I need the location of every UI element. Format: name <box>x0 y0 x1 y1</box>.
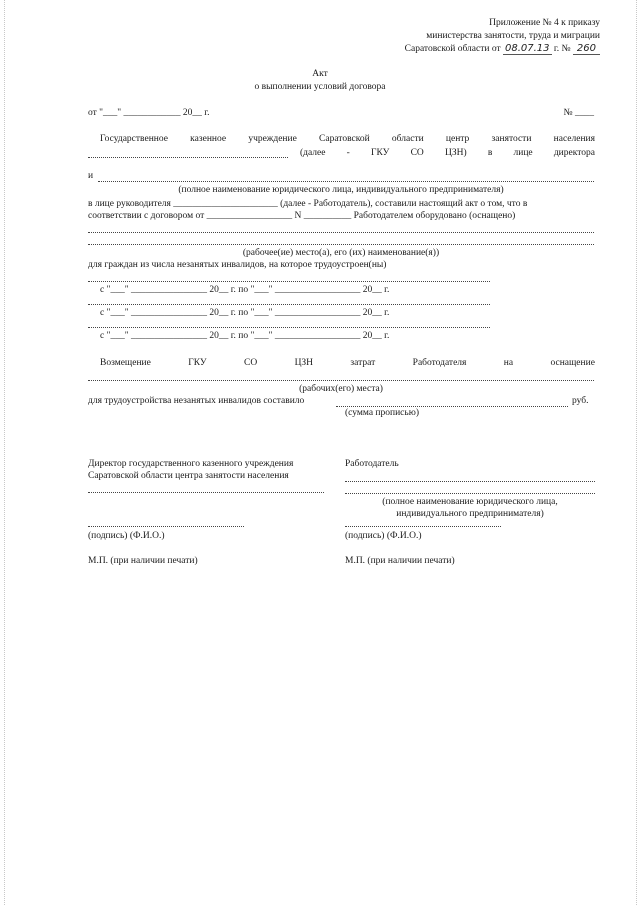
header-line-1: Приложение № 4 к приказу <box>489 18 600 28</box>
note-employer-fullname: (полное наименование юридического лица, индивидуального предпринимателя) <box>178 185 504 195</box>
paragraph-1-and: и <box>88 171 94 181</box>
blank-workplace-3 <box>88 380 594 381</box>
period-3: с "___" ________________ 20__ г. по "___" __________________ 20__ г. <box>100 331 390 341</box>
currency-rub: руб. <box>572 396 589 406</box>
sig-left-line-1: Директор государственного казенного учреждения <box>88 459 294 469</box>
paragraph-1-line-1-word-7: населения <box>553 134 595 144</box>
note-employer-2: индивидуального предпринимателя) <box>396 509 544 519</box>
blank-sig-right-1 <box>345 481 595 482</box>
blank-sig-left-signature <box>88 526 244 527</box>
paragraph-1-line-2-word-4: ЦЗН) <box>444 148 467 158</box>
act-date: от "___" ____________ 20__ г. <box>88 108 210 118</box>
note-workplaces: (рабочих(его) места) <box>299 384 383 394</box>
note-employer-1: (полное наименование юридического лица, <box>382 497 558 507</box>
blank-sig-left-name <box>88 492 324 493</box>
note-amount-words: (сумма прописью) <box>345 408 419 418</box>
sig-left-line-2: Саратовской области центра занятости населения <box>88 471 289 481</box>
paragraph-1-line-1-word-4: области <box>391 134 424 144</box>
paragraph-1-line-1-word-5: центр <box>445 134 470 144</box>
compensation-line-1-word-5: Работодателя <box>412 358 467 368</box>
header-number-label: г. № <box>553 44 571 54</box>
sig-right-employer: Работодатель <box>345 459 399 469</box>
blank-amount <box>336 406 568 407</box>
title-line-2: о выполнении условий договора <box>254 82 386 92</box>
blank-person-3 <box>88 327 490 328</box>
paragraph-1-line-2-word-1: - <box>346 148 350 158</box>
paragraph-1-line-2 <box>300 148 595 159</box>
blank-sig-right-2 <box>345 493 595 494</box>
header-number-handwritten: 260 <box>573 43 600 55</box>
header-line-2: министерства занятости, труда и миграции <box>426 31 600 41</box>
period-1: с "___" ________________ 20__ г. по "___" __________________ 20__ г. <box>100 285 390 295</box>
compensation-line-1-word-7: оснащение <box>550 358 595 368</box>
sig-left-labels: (подпись) (Ф.И.О.) <box>88 531 165 541</box>
sig-right-stamp: М.П. (при наличии печати) <box>345 556 455 566</box>
paragraph-1-line-2-word-3: СО <box>410 148 424 158</box>
paragraph-1-line-1-word-0: Государственное <box>100 134 168 144</box>
paragraph-1-line-2-word-0: (далее <box>300 148 326 158</box>
period-2: с "___" ________________ 20__ г. по "___" __________________ 20__ г. <box>100 308 390 318</box>
compensation-line-1-word-6: на <box>503 358 514 368</box>
scan-edge-right <box>636 0 637 905</box>
title-line-1: Акт <box>312 69 328 79</box>
paragraph-1-line-5: соответствии с договором от __________________ N __________ Работодателем оборудовано (оснащено) <box>88 211 516 221</box>
blank-sig-right-signature <box>345 526 501 527</box>
sig-right-labels: (подпись) (Ф.И.О.) <box>345 531 422 541</box>
sig-left-stamp: М.П. (при наличии печати) <box>88 556 198 566</box>
compensation-line-1-word-2: СО <box>243 358 258 368</box>
header-date-handwritten: 08.07.13 <box>504 43 550 54</box>
note-workplace: (рабочее(ие) место(а), его (их) наименование(я)) <box>242 248 440 258</box>
blank-workplace-1 <box>88 232 594 233</box>
paragraph-1-line-4: в лице руководителя ______________________ (далее - Работодатель), составили настоящий акт о том, что в <box>88 199 528 209</box>
blank-employer-name <box>98 181 594 182</box>
paragraph-1-line-2-word-2: ГКУ <box>371 148 390 158</box>
compensation-line-1-word-3: ЦЗН <box>294 358 314 368</box>
paragraph-1-line-2-word-7: директора <box>553 148 595 158</box>
compensation-line-1-word-0: Возмещение <box>100 358 151 368</box>
paragraph-1-line-1-word-3: Саратовской <box>319 134 370 144</box>
blank-person-1 <box>88 281 490 282</box>
compensation-line-1-word-1: ГКУ <box>188 358 207 368</box>
paragraph-1-line-6: для граждан из числа незанятых инвалидов, на которое трудоустроен(ны) <box>88 260 387 270</box>
paragraph-1-line-1-word-1: казенное <box>190 134 227 144</box>
header-line-3 <box>405 43 600 55</box>
header-date-label: Саратовской области от <box>404 44 501 54</box>
paragraph-1-line-2-word-5: в <box>487 148 493 158</box>
blank-workplace-2 <box>88 244 594 245</box>
blank-person-2 <box>88 304 490 305</box>
act-number: № ____ <box>563 108 594 118</box>
paragraph-1-line-1 <box>100 134 595 145</box>
compensation-line-1-word-4: затрат <box>350 358 376 368</box>
paragraph-1-line-1-word-2: учреждение <box>248 134 297 144</box>
paragraph-1-line-1-word-6: занятости <box>491 134 532 144</box>
compensation-line-2: для трудоустройства незанятых инвалидов составило <box>88 396 305 406</box>
blank-center-name <box>88 157 288 158</box>
scan-edge-left <box>4 0 5 905</box>
paragraph-1-line-2-word-6: лице <box>513 148 533 158</box>
compensation-line-1 <box>100 358 595 369</box>
